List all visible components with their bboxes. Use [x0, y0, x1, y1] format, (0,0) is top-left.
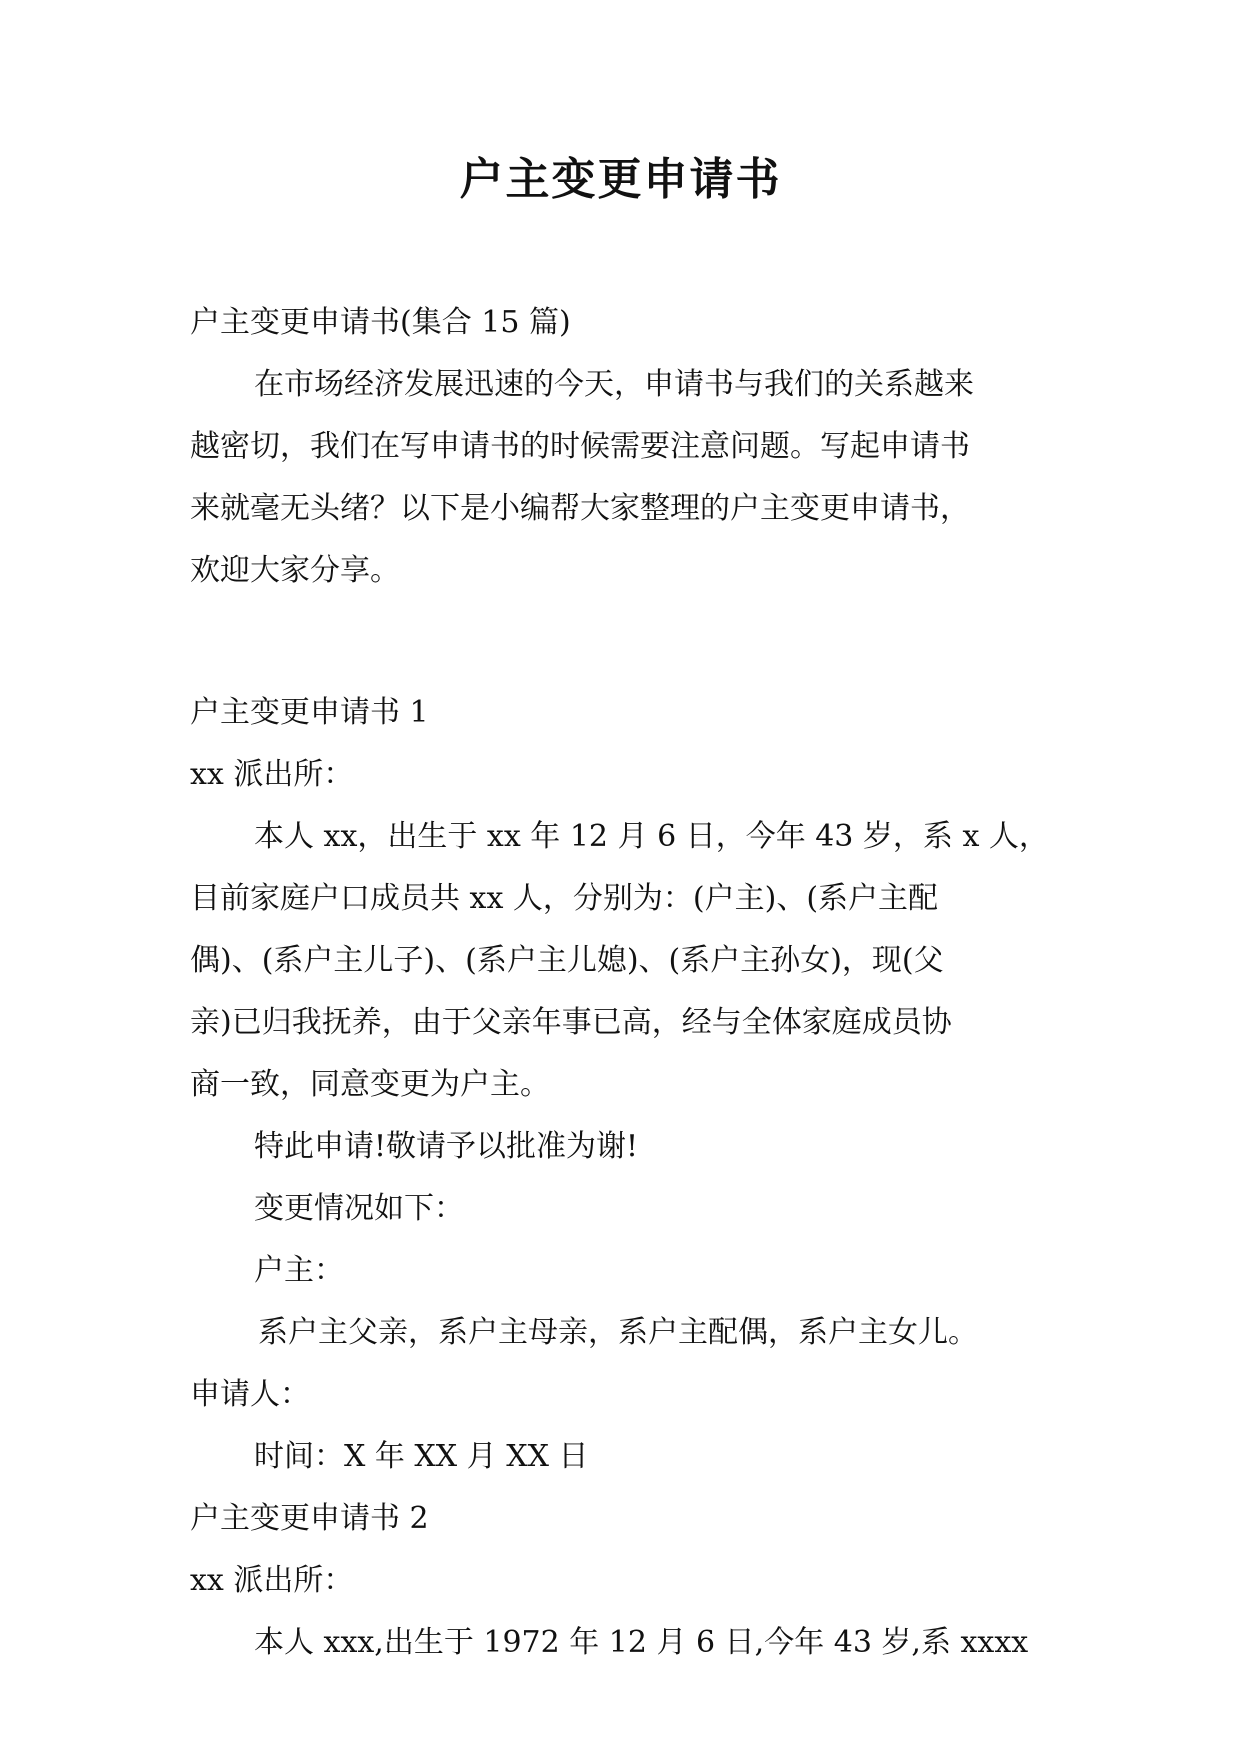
intro-paragraph-line: 在市场经济发展迅速的今天，申请书与我们的关系越来 — [254, 367, 974, 402]
body-paragraph-line: 商一致，同意变更为户主。 — [190, 1067, 550, 1102]
body-paragraph-line: 本人 xxx,出生于 1972 年 12 月 6 日,今年 43 岁,系 xxxx — [254, 1625, 1029, 1660]
intro-paragraph-line: 来就毫无头绪？以下是小编帮大家整理的户主变更申请书， — [190, 491, 970, 526]
document-title: 户主变更申请书 — [459, 154, 782, 205]
intro-paragraph-line: 越密切，我们在写申请书的时候需要注意问题。写起申请书 — [190, 429, 970, 464]
addressee-line: xx 派出所： — [190, 1563, 354, 1598]
householder-label: 户主： — [254, 1253, 344, 1288]
addressee-line: xx 派出所： — [190, 757, 354, 792]
request-line: 特此申请!敬请予以批准为谢! — [254, 1129, 639, 1164]
applicant-label: 申请人： — [190, 1377, 310, 1412]
section-heading-1: 户主变更申请书 1 — [190, 695, 429, 730]
body-paragraph-line: 亲)已归我抚养，由于父亲年事已高，经与全体家庭成员协 — [190, 1005, 952, 1040]
section-heading-2: 户主变更申请书 2 — [190, 1501, 429, 1536]
relations-line: 系户主父亲，系户主母亲，系户主配偶，系户主女儿。 — [258, 1315, 978, 1350]
body-paragraph-line: 目前家庭户口成员共 xx 人，分别为：(户主)、(系户主配 — [190, 881, 939, 916]
body-paragraph-line: 偶)、(系户主儿子)、(系户主儿媳)、(系户主孙女)，现(父 — [190, 943, 944, 978]
collection-heading: 户主变更申请书(集合 15 篇) — [190, 305, 571, 340]
date-line: 时间：X 年 XX 月 XX 日 — [254, 1439, 589, 1474]
change-details-heading: 变更情况如下： — [254, 1191, 464, 1226]
body-paragraph-line: 本人 xx，出生于 xx 年 12 月 6 日，今年 43 岁，系 x 人， — [254, 819, 1049, 854]
document-body — [190, 292, 1050, 1674]
intro-paragraph-line: 欢迎大家分享。 — [190, 553, 400, 588]
section-spacer — [190, 602, 1050, 682]
